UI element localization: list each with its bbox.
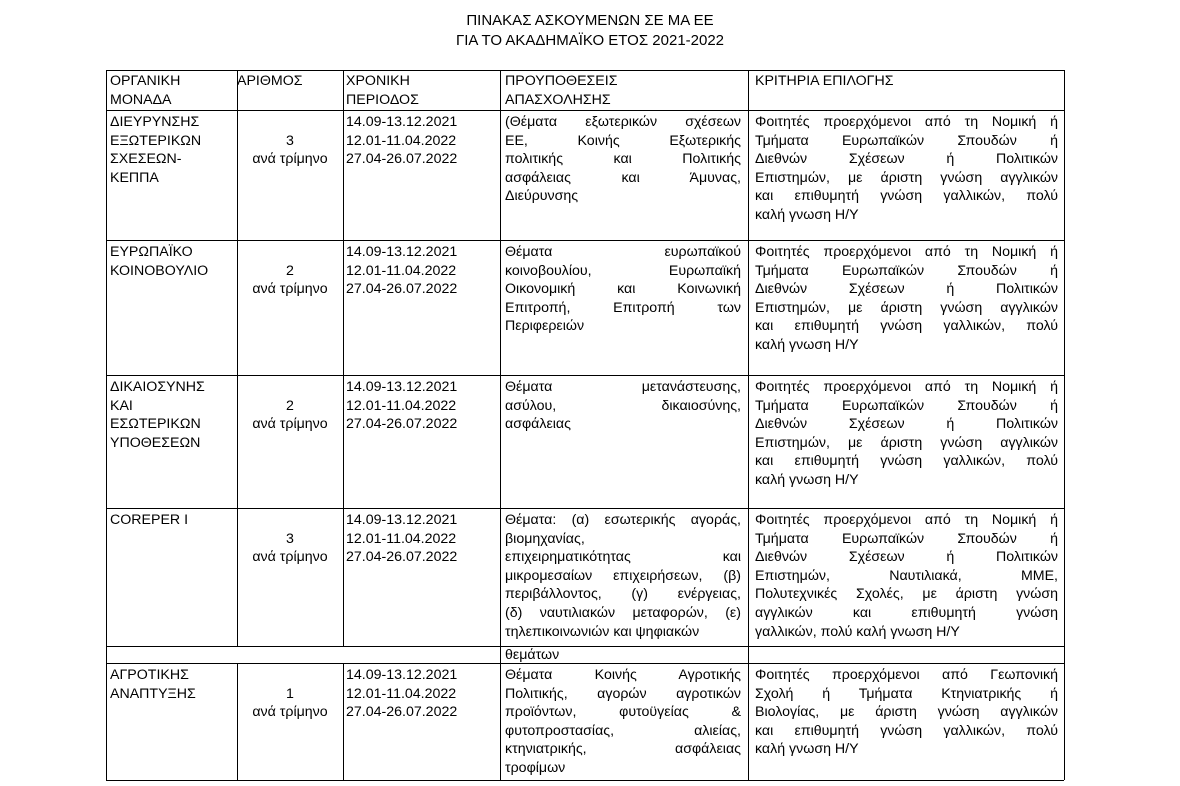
cell-period <box>346 113 498 169</box>
table-rule <box>106 70 1064 71</box>
cell-line: 14.09-13.12.2021 <box>346 379 458 395</box>
cell-line: 27.04-26.07.2022 <box>346 549 458 566</box>
cell-line: και επιθυμητή γνώση γαλλικών, πολύ <box>755 188 1058 205</box>
cell-line: 14.09-13.12.2021 <box>346 114 458 130</box>
cell-line: 1 <box>286 685 294 702</box>
cell-period <box>346 243 498 299</box>
table-rule <box>106 780 1064 781</box>
cell-line: Τμήματα Ευρωπαϊκών Σπουδών ή <box>755 530 1058 547</box>
table-rule <box>106 663 1064 664</box>
cell-period <box>346 378 498 434</box>
cell-requirements <box>505 666 741 778</box>
cell-line: αγγλικών και επιθυμητή γνώση <box>755 604 1058 621</box>
cell-line: ΕΞΩΤΕΡΙΚΩΝ <box>110 132 202 149</box>
cell-line: Θέματα: (α) εσωτερικής αγοράς, <box>505 512 741 528</box>
cell-line: Διεθνών Σχέσεων ή Πολιτικών <box>755 549 1058 566</box>
cell-line: 14.09-13.12.2021 <box>346 512 458 528</box>
cell-number <box>237 685 343 722</box>
cell-line: Θέματα μετανάστευσης, <box>505 379 741 395</box>
cell-line: Φοιτητές προερχόμενοι από τη Νομική ή <box>755 379 1058 395</box>
cell-unit <box>110 378 235 452</box>
cell-line: ΟΡΓΑΝΙΚΗ <box>110 73 181 89</box>
cell-line: πολιτικής και Πολιτικής <box>505 151 741 168</box>
table-column-line <box>343 70 344 646</box>
cell-line: Πολυτεχνικές Σχολές, με άριστη γνώση <box>755 586 1058 603</box>
cell-line: ασφάλειας <box>505 416 571 433</box>
cell-line: ΔΙΚΑΙΟΣΥΝΗΣ <box>110 379 205 395</box>
cell-number <box>237 397 343 434</box>
header-period <box>346 72 498 109</box>
cell-number <box>237 262 343 299</box>
table-column-line <box>106 70 107 780</box>
cell-line: ΜΟΝΑΔΑ <box>110 91 172 108</box>
cell-line: 14.09-13.12.2021 <box>346 667 458 683</box>
cell-criteria <box>755 378 1058 490</box>
table-rule <box>106 375 1064 376</box>
cell-requirements <box>505 511 741 641</box>
cell-line: Θέματα ευρωπαϊκού <box>505 244 741 260</box>
cell-line: ΧΡΟΝΙΚΗ <box>346 73 410 89</box>
cell-line: (Θέματα εξωτερικών σχέσεων <box>505 114 741 130</box>
cell-line: Επιστημών, με άριστη γνώση αγγλικών <box>755 299 1058 316</box>
cell-line: 3 <box>286 132 294 149</box>
cell-line: Φοιτητές προερχόμενοι από τη Νομική ή <box>755 244 1058 260</box>
cell-line: ανά τρίμηνο <box>252 416 328 433</box>
table-rule <box>106 508 1064 509</box>
cell-line: Διεύρυνσης <box>505 188 579 205</box>
table-rule <box>106 240 1064 241</box>
cell-line: 27.04-26.07.2022 <box>346 281 458 298</box>
cell-line: καλή γνωση Η/Υ <box>755 471 859 488</box>
table-column-line <box>748 70 749 780</box>
cell-unit <box>110 243 235 280</box>
cell-line: 27.04-26.07.2022 <box>346 704 458 721</box>
table-column-line <box>343 663 344 780</box>
cell-period <box>346 511 498 567</box>
cell-line: προϊόντων, φυτοϋγείας & <box>505 704 741 721</box>
header-number <box>237 72 343 91</box>
cell-line: επιχειρηματικότητας και <box>505 549 741 566</box>
cell-line: ΕΕ, Κοινής Εξωτερικής <box>505 132 741 149</box>
cell-line: Επιστημών, με άριστη γνώση αγγλικών <box>755 169 1058 186</box>
cell-line: Διεθνών Σχέσεων ή Πολιτικών <box>755 416 1058 433</box>
cell-line: καλή γνωση Η/Υ <box>755 206 859 223</box>
table-column-line <box>1064 70 1065 780</box>
cell-line: ΠΡΟΥΠΟΘΕΣΕΙΣ <box>505 73 618 89</box>
cell-line: Επιτροπή, Επιτροπή των <box>505 299 741 316</box>
cell-unit <box>110 113 235 187</box>
cell-requirements <box>505 378 741 434</box>
cell-line: Τμήματα Ευρωπαϊκών Σπουδών ή <box>755 397 1058 414</box>
cell-line: ΑΓΡΟΤΙΚΗΣ <box>110 667 189 683</box>
cell-unit <box>110 511 235 530</box>
table-column-line <box>500 70 501 780</box>
table-rule <box>106 646 1064 647</box>
cell-line: ΑΠΑΣΧΟΛΗΣΗΣ <box>505 91 611 108</box>
table-rule <box>106 110 1064 111</box>
cell-number <box>237 530 343 567</box>
cell-line: καλή γνωση Η/Υ <box>755 741 859 758</box>
cell-criteria <box>755 511 1058 641</box>
cell-line: 27.04-26.07.2022 <box>346 151 458 168</box>
requirements-continued: θεμάτων <box>505 647 560 663</box>
cell-line: (δ) ναυτιλιακών μεταφορών, (ε) <box>505 604 741 621</box>
cell-number <box>237 132 343 169</box>
cell-line: Διεθνών Σχέσεων ή Πολιτικών <box>755 151 1058 168</box>
cell-line: ανά τρίμηνο <box>252 281 328 298</box>
header-criteria <box>755 72 1058 91</box>
cell-line: βιομηχανίας, <box>505 530 585 547</box>
cell-line: Φοιτητές προερχόμενοι από τη Νομική ή <box>755 512 1058 528</box>
cell-line: και επιθυμητή γνώση γαλλικών, πολύ <box>755 318 1058 335</box>
cell-line: COREPER I <box>110 512 189 528</box>
document-title-line-2: ΓΙΑ ΤΟ ΑΚΑΔΗΜΑΪΚΟ ΕΤΟΣ 2021-2022 <box>455 32 725 49</box>
cell-line: και επιθυμητή γνώση γαλλικών, πολύ <box>755 722 1058 739</box>
cell-line: ΚΟΙΝΟΒΟΥΛΙΟ <box>110 262 209 279</box>
cell-line: Βιολογίας, με άριστη γνώση αγγλικών <box>755 704 1058 721</box>
cell-line: καλή γνωση Η/Υ <box>755 336 859 353</box>
cell-line: ΔΙΕΥΡΥΝΣΗΣ <box>110 114 200 130</box>
cell-criteria <box>755 113 1058 225</box>
cell-line: τηλεπικοινωνιών και ψηφιακών <box>505 623 700 640</box>
cell-line: Οικονομική και Κοινωνική <box>505 281 741 298</box>
cell-line: ανά τρίμηνο <box>252 151 328 168</box>
cell-line: ΥΠΟΘΕΣΕΩΝ <box>110 434 201 451</box>
cell-line: ΚΡΙΤΗΡΙΑ ΕΠΙΛΟΓΗΣ <box>755 73 894 89</box>
cell-period <box>346 666 498 722</box>
cell-line: 12.01-11.04.2022 <box>346 262 457 279</box>
cell-line: περιβάλλοντος, (γ) ενέργειας, <box>505 586 741 603</box>
cell-line: ΚΕΠΠΑ <box>110 169 159 186</box>
cell-line: Περιφερειών <box>505 318 585 335</box>
header-requirements <box>505 72 741 109</box>
cell-line: Επιστημών, Ναυτιλιακά, ΜΜΕ, <box>755 567 1058 584</box>
cell-line: και επιθυμητή γνώση γαλλικών, πολύ <box>755 453 1058 470</box>
cell-unit <box>110 666 235 703</box>
cell-line: 12.01-11.04.2022 <box>346 530 457 547</box>
cell-line: Διεθνών Σχέσεων ή Πολιτικών <box>755 281 1058 298</box>
cell-line: μικρομεσαίων επιχειρήσεων, (β) <box>505 567 741 584</box>
cell-line: 12.01-11.04.2022 <box>346 397 457 414</box>
cell-line: ΑΝΑΠΤΥΞΗΣ <box>110 685 196 702</box>
cell-line: Πολιτικής, αγορών αγροτικών <box>505 685 741 702</box>
cell-line: ανά τρίμηνο <box>252 704 328 721</box>
cell-line: ανά τρίμηνο <box>252 549 328 566</box>
cell-line: 12.01-11.04.2022 <box>346 132 457 149</box>
cell-criteria <box>755 666 1058 759</box>
cell-line: τροφίμων <box>505 759 566 776</box>
cell-line: Επιστημών, με άριστη γνώση αγγλικών <box>755 434 1058 451</box>
cell-line: ΑΡΙΘΜΟΣ <box>237 73 303 89</box>
document-title-line-1: ΠΙΝΑΚΑΣ ΑΣΚΟΥΜΕΝΩΝ ΣΕ ΜΑ ΕΕ <box>466 12 714 29</box>
cell-line: φυτοπροστασίας, αλιείας, <box>505 722 741 739</box>
cell-line: 3 <box>286 530 294 547</box>
cell-line: ασφάλειας και Άμυνας, <box>505 169 741 186</box>
cell-line: ΣΧΕΣΕΩΝ- <box>110 151 182 168</box>
cell-line: Φοιτητές προερχόμενοι από Γεωπονική <box>755 667 1058 683</box>
cell-line: ΚΑΙ <box>110 397 133 414</box>
cell-line: ΕΣΩΤΕΡΙΚΩΝ <box>110 416 201 433</box>
cell-line: 27.04-26.07.2022 <box>346 416 458 433</box>
cell-criteria <box>755 243 1058 355</box>
cell-line: ασύλου, δικαιοσύνης, <box>505 397 741 414</box>
cell-line: Σχολή ή Τμήματα Κτηνιατρικής ή <box>755 685 1058 702</box>
cell-line: ΕΥΡΩΠΑΪΚΟ <box>110 244 193 260</box>
header-unit <box>110 72 235 109</box>
cell-line: ΠΕΡΙΟΔΟΣ <box>346 91 419 108</box>
cell-line: 12.01-11.04.2022 <box>346 685 457 702</box>
cell-line: Θέματα Κοινής Αγροτικής <box>505 667 741 683</box>
cell-requirements <box>505 113 741 206</box>
cell-line: κτηνιατρικής, ασφάλειας <box>505 741 741 758</box>
cell-line: 14.09-13.12.2021 <box>346 244 458 260</box>
cell-line: γαλλικών, πολύ καλή γνωση Η/Υ <box>755 623 960 640</box>
cell-line: Τμήματα Ευρωπαϊκών Σπουδών ή <box>755 132 1058 149</box>
cell-line: 2 <box>286 397 294 414</box>
cell-line: Φοιτητές προερχόμενοι από τη Νομική ή <box>755 114 1058 130</box>
cell-requirements <box>505 243 741 336</box>
cell-line: κοινοβουλίου, Ευρωπαϊκή <box>505 262 741 279</box>
cell-line: 2 <box>286 262 294 279</box>
cell-line: Τμήματα Ευρωπαϊκών Σπουδών ή <box>755 262 1058 279</box>
